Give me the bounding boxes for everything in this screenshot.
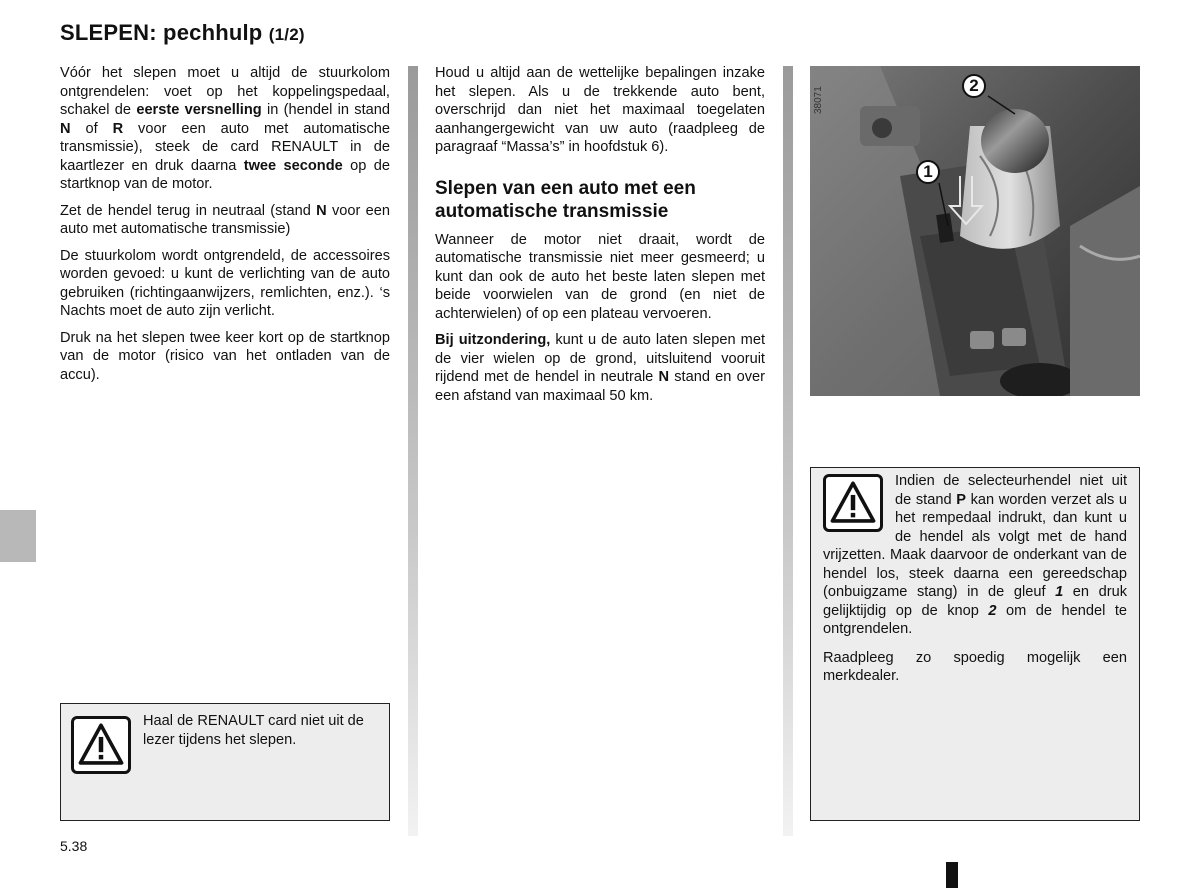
column-divider	[408, 66, 418, 836]
figure-ref-number: 38071	[813, 86, 824, 114]
paragraph: De stuurkolom wordt ontgrendeld, de accessoires worden gevoed: u kunt de verlichting van de auto gebruiken (richtingaanwijzers, remlichten, enz.). ‘s Nachts moet de auto zijn verlicht.	[60, 247, 390, 319]
callout-1: 1	[916, 160, 940, 184]
warning-box	[810, 467, 1140, 821]
page-edge-mark	[946, 862, 958, 888]
paragraph: Vóór het slepen moet u altijd de stuurkolom ontgrendelen: voet op het koppelingspedaal, schakel de eerste versnelling in (hendel in stand N of R voor een auto met automatische transmissie), steek de card RENAULT in de kaartlezer en druk daarna twee seconde op de startknop van de motor.	[60, 65, 391, 192]
column-divider	[783, 66, 793, 836]
warning-triangle-icon	[823, 474, 883, 532]
page-number: 5.38	[60, 838, 88, 854]
paragraph: Wanneer de motor niet draait, wordt de automatische transmissie niet meer gesmeerd; u kunt dan ook de auto het beste laten slepen met beide voorwielen van de grond (en niet de achterwielen) of op een plateau vervoeren.	[435, 231, 765, 322]
title-text: SLEPEN: pechhulp	[60, 20, 263, 45]
column-left	[60, 64, 390, 392]
callout-2: 2	[962, 74, 986, 98]
warning-text: Haal de RENAULT card niet uit de lezer tijdens het slepen.	[143, 713, 364, 748]
title-suffix: (1/2)	[268, 25, 305, 44]
warning-text: Indien de selecteurhendel niet uit de stand P kan worden verzet als u het rempedaal indrukt, dan kunt u de hendel als volgt met de hand vrijzetten. Maak daarvoor de onderkant van de hendel los, steek daarna een gereedschap (onbuigzame stang) in de gleuf 1 en druk gelijktijdig op de knop 2 om de hendel te ontgrendelen.	[823, 473, 1127, 637]
section-heading: Slepen van een auto met een automatische transmissie	[435, 177, 696, 222]
warning-triangle-icon	[71, 716, 131, 774]
paragraph: Bij uitzondering, kunt u de auto laten slepen met de vier wielen op de grond, uitsluitend vooruit rijdend met de hendel in neutrale N stand en over een afstand van maximaal 50 km.	[435, 332, 765, 404]
warning-text: Raadpleeg zo spoedig mogelijk een merkdealer.	[823, 649, 1127, 684]
chapter-tab	[0, 510, 36, 562]
page-title	[60, 20, 305, 46]
gear-selector-photo	[810, 66, 1140, 396]
paragraph: Houd u altijd aan de wettelijke bepalingen inzake het slepen. Als u de trekkende auto bent, overschrijd dan niet het maximaal toegelaten aanhangergewicht van uw auto (raadpleeg de paragraaf “Massa’s” in hoofdstuk 6).	[435, 65, 765, 155]
warning-box	[60, 703, 390, 821]
column-middle	[435, 64, 765, 413]
paragraph: Druk na het slepen twee keer kort op de startknop van de motor (risico van het ontladen van de accu).	[60, 329, 390, 383]
paragraph: Zet de hendel terug in neutraal (stand N voor een auto met automatische transmissie)	[60, 202, 390, 237]
